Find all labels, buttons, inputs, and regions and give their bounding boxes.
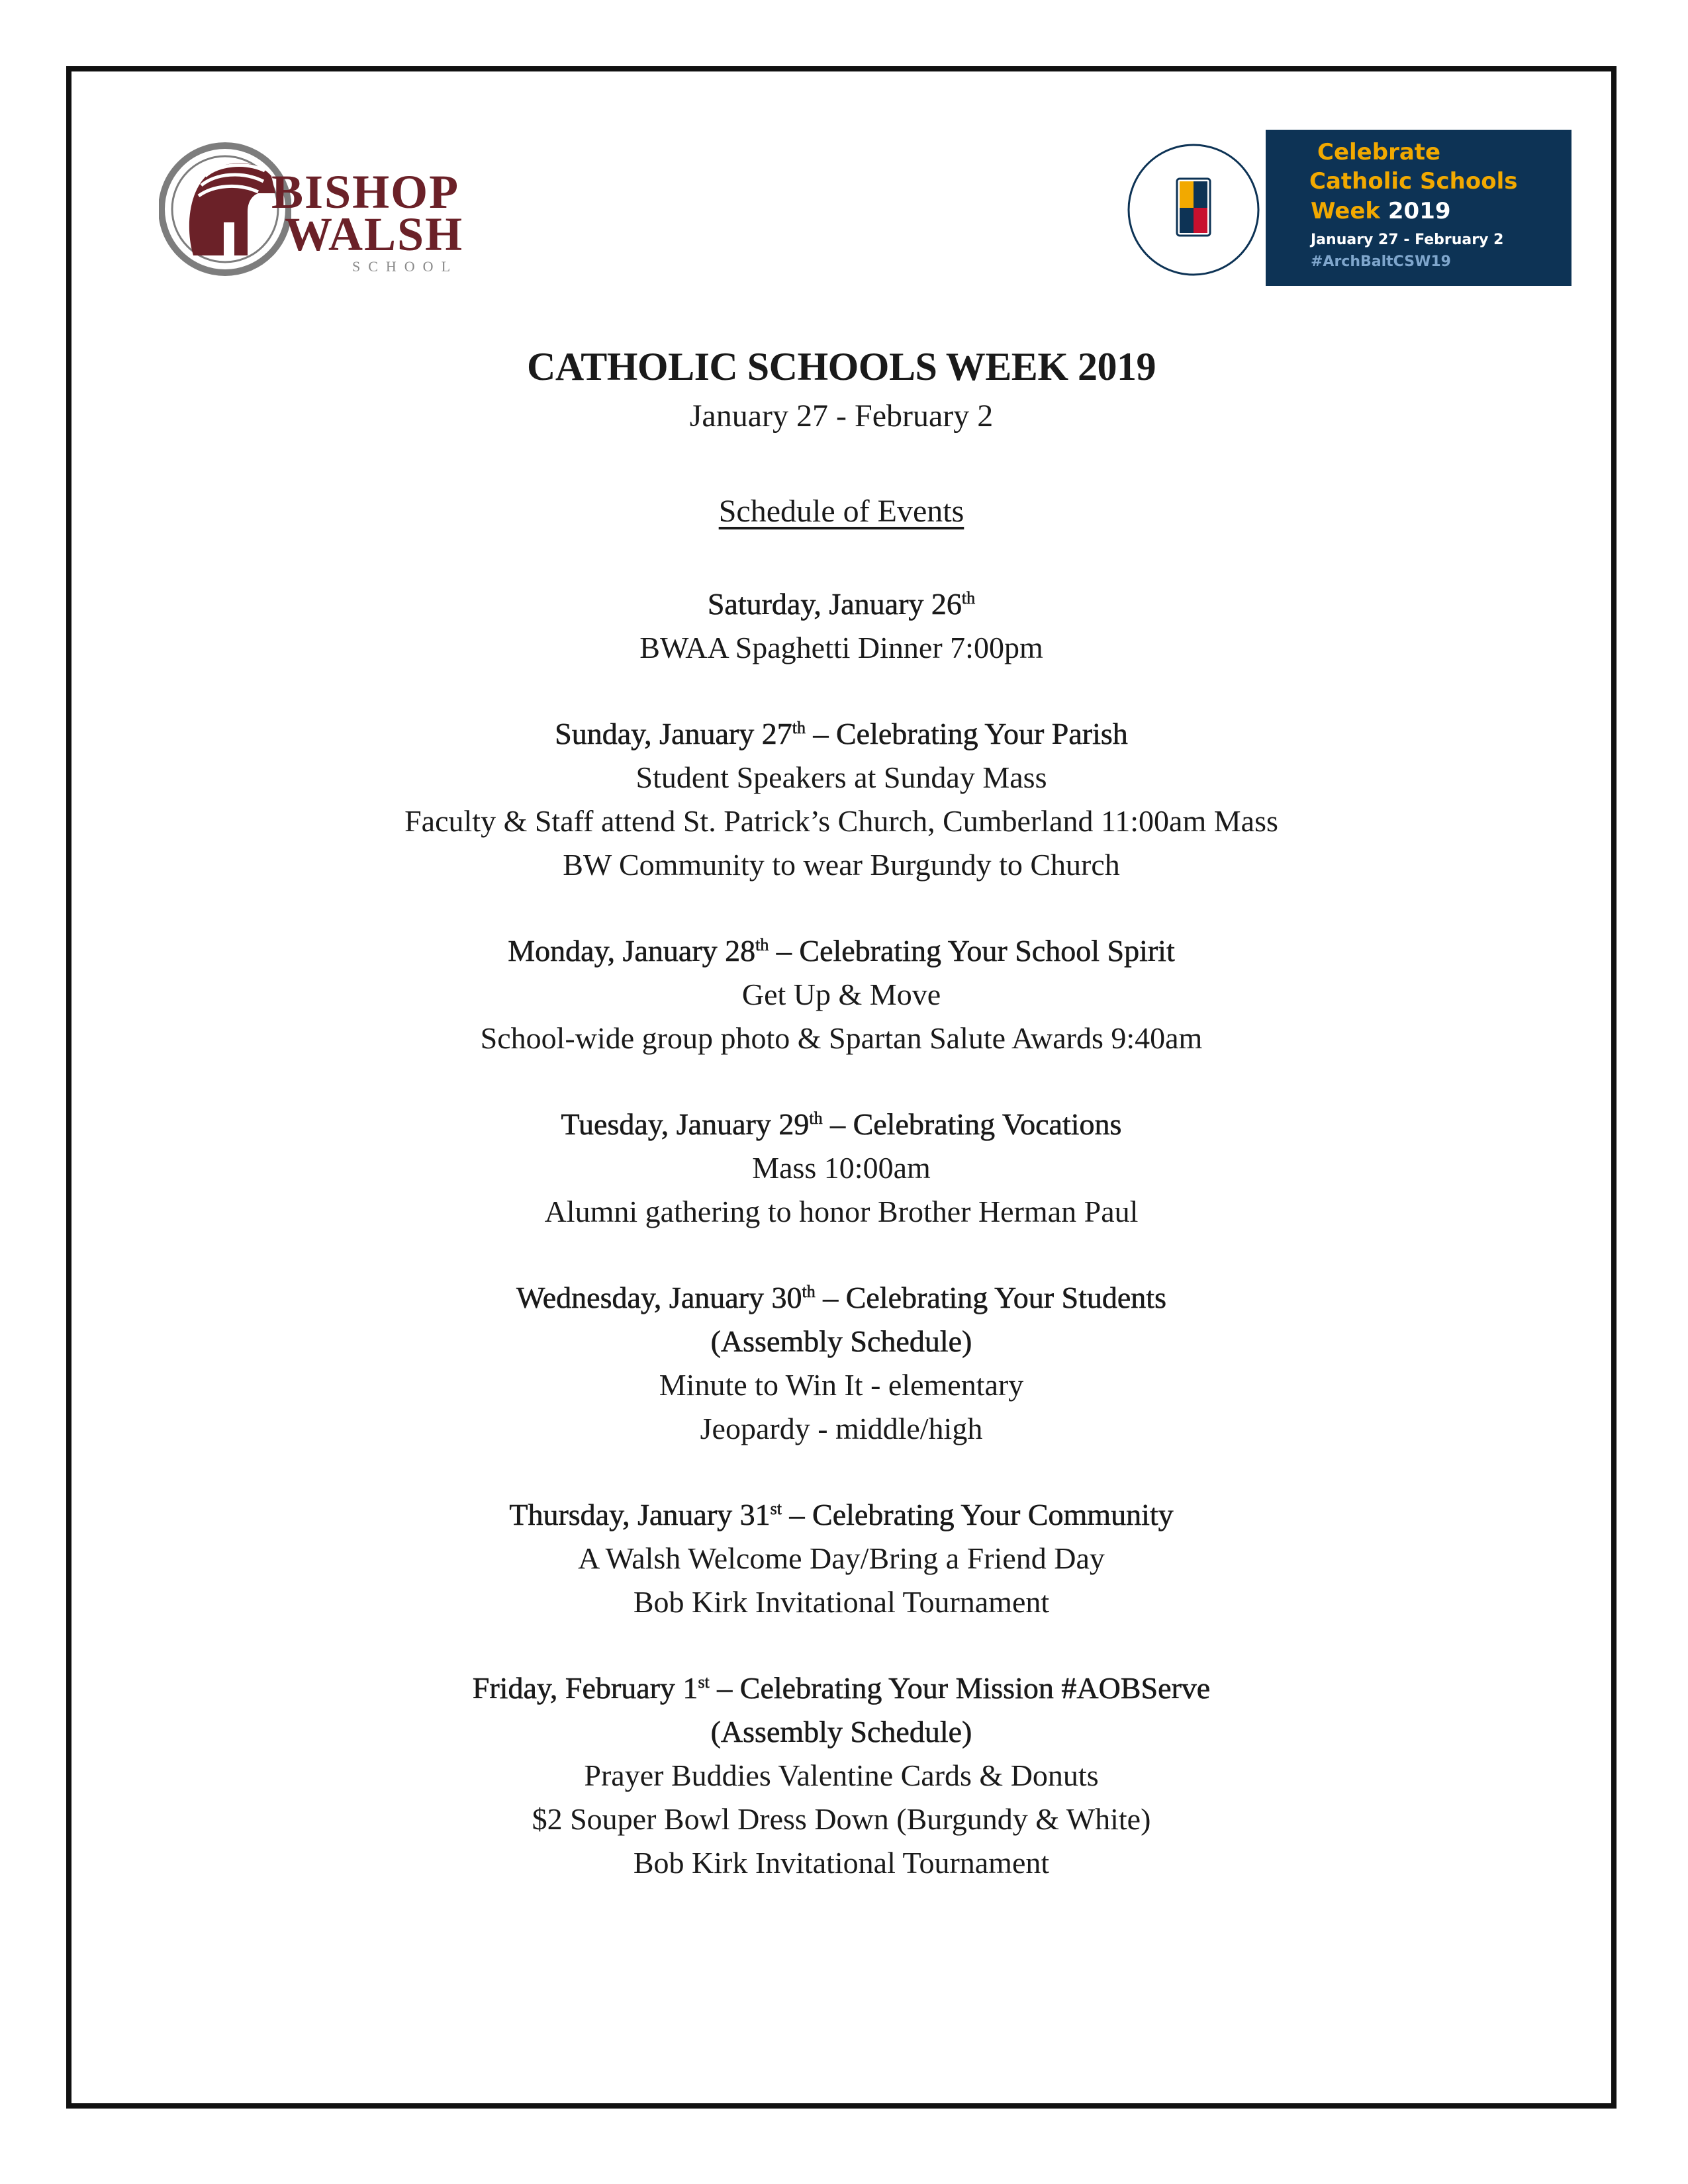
day-wednesday [71,1276,1611,1451]
schedule-heading: Schedule of Events [718,494,964,529]
event-line: A Walsh Welcome Day/Bring a Friend Day [578,1541,1105,1575]
csw-banner-year: 2019 [1387,198,1451,224]
day-saturday [71,582,1611,670]
event-line: BWAA Spaghetti Dinner 7:00pm [639,631,1043,664]
day-name: Friday, February 1 [472,1671,698,1705]
logo-word-walsh: WALSH [285,208,464,261]
day-heading [71,1666,1611,1710]
day-name: Monday, January 28 [508,934,756,968]
day-tuesday [71,1103,1611,1234]
day-theme: – Celebrating Your Mission #AOBServe [709,1671,1211,1705]
day-theme: – Celebrating Vocations [822,1107,1122,1141]
day-name: Thursday, January 31 [509,1498,771,1531]
day-friday [71,1666,1611,1885]
csw-banner [1266,130,1571,286]
day-suffix: th [961,588,976,608]
day-thursday [71,1493,1611,1624]
day-suffix: th [755,935,769,954]
document-body [71,331,1611,1885]
event-line: Bob Kirk Invitational Tournament [633,1585,1050,1619]
event-line: BW Community to wear Burgundy to Church [563,848,1120,882]
bishop-walsh-logo [159,130,463,289]
page-title: CATHOLIC SCHOOLS WEEK 2019 [527,345,1156,388]
csw-banner-week: Week [1311,198,1381,224]
event-line: School-wide group photo & Spartan Salute Awards 9:40am [480,1021,1203,1055]
event-line: Bob Kirk Invitational Tournament [633,1846,1050,1880]
day-heading [71,1493,1611,1537]
day-theme: – Celebrating Your Parish [805,717,1128,751]
assembly-note: (Assembly Schedule) [710,1324,972,1358]
day-name: Sunday, January 27 [555,717,792,751]
day-monday [71,929,1611,1060]
event-line: Get Up & Move [741,978,941,1011]
day-theme: – Celebrating Your School Spirit [769,934,1175,968]
event-line: Alumni gathering to honor Brother Herman Paul [544,1195,1139,1228]
csw-banner-dates: January 27 - February 2 [1311,232,1504,248]
day-suffix: th [792,718,806,737]
day-theme: – Celebrating Your Students [815,1281,1166,1314]
event-line: Faculty & Staff attend St. Patrick’s Church, Cumberland 11:00am Mass [404,804,1278,838]
csw-banner-hashtag: #ArchBaltCSW19 [1311,253,1451,270]
catholic-schools-seal-icon [1124,140,1263,279]
event-line: Student Speakers at Sunday Mass [635,760,1047,794]
day-name: Wednesday, January 30 [516,1281,802,1314]
day-heading [71,582,1611,626]
day-heading [71,1103,1611,1146]
day-theme: – Celebrating Your Community [782,1498,1174,1531]
day-suffix: th [809,1109,823,1128]
csw-banner-line2: Catholic Schools [1309,168,1518,195]
day-name: Tuesday, January 29 [561,1107,810,1141]
day-heading [71,712,1611,756]
day-suffix: th [802,1282,816,1301]
day-heading [71,1276,1611,1320]
catholic-schools-seal [1124,140,1263,279]
page-subtitle: January 27 - February 2 [689,398,994,433]
event-line: $2 Souper Bowl Dress Down (Burgundy & White) [532,1802,1151,1836]
event-line: Jeopardy - middle/high [700,1412,983,1445]
csw-banner-line1: Celebrate [1317,139,1441,165]
event-line: Minute to Win It - elementary [659,1368,1024,1402]
assembly-note: (Assembly Schedule) [710,1715,972,1749]
event-line: Mass 10:00am [752,1151,931,1185]
logo-word-bishop: BISHOP [271,165,460,218]
logo-word-school: SCHOOL [352,258,459,275]
csw-banner-line3 [1311,196,1571,226]
day-suffix: st [698,1672,710,1692]
event-line: Prayer Buddies Valentine Cards & Donuts [584,1758,1099,1792]
day-name: Saturday, January 26 [707,587,962,621]
day-suffix: st [770,1499,782,1518]
day-heading [71,929,1611,973]
schedule-list [71,582,1611,1885]
day-sunday [71,712,1611,887]
